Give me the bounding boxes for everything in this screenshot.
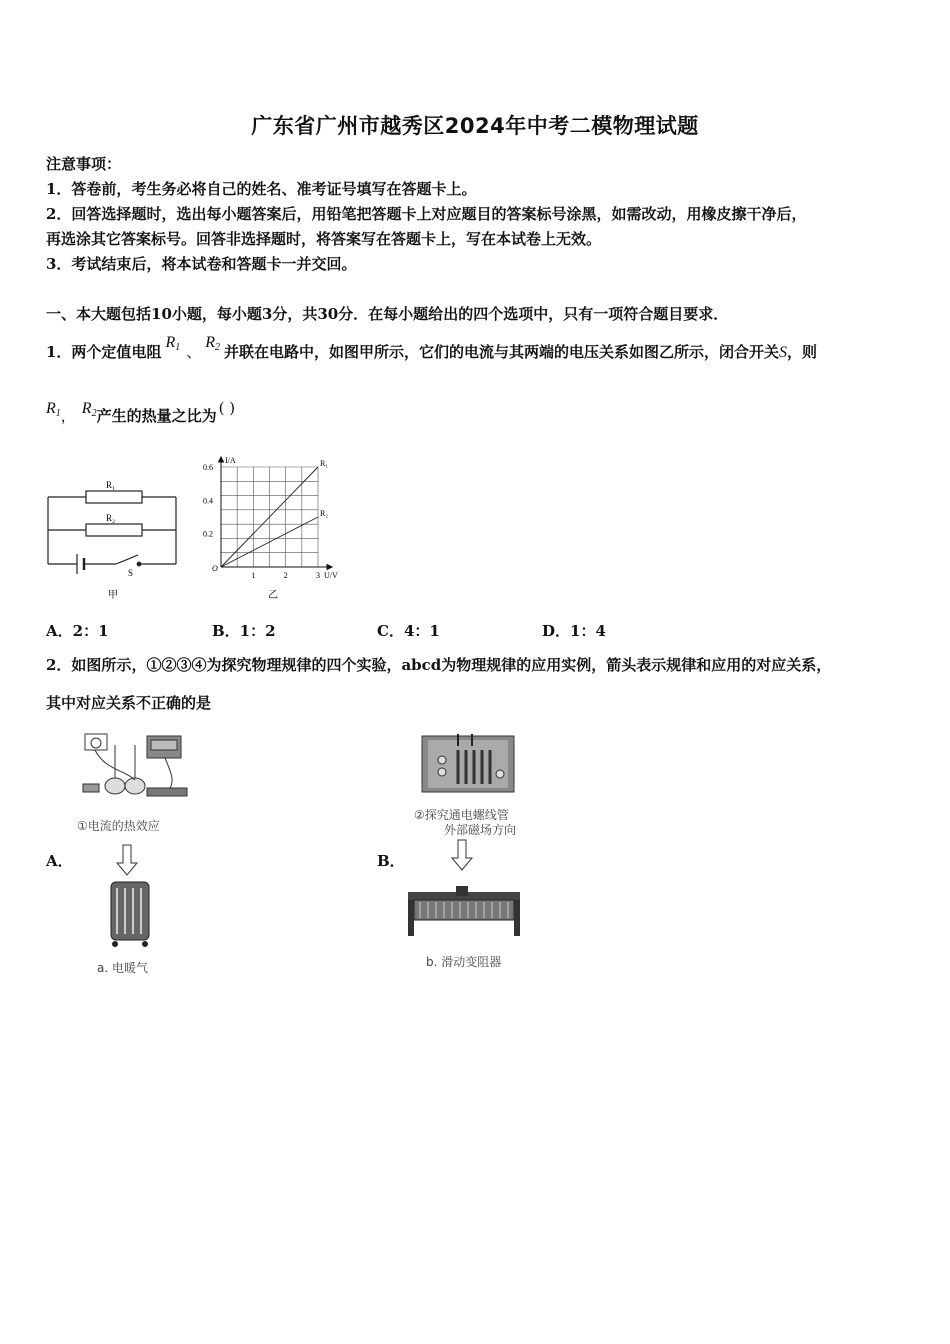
y-tick-label: 0.4 — [203, 496, 213, 506]
graph-caption: 乙 — [268, 590, 278, 601]
r1-symbol: $R_1$ — [46, 400, 61, 419]
x-tick-label: 1 — [251, 571, 256, 580]
option-c[interactable]: C．4：1 — [377, 622, 440, 640]
y-tick-label: 0.6 — [203, 463, 213, 472]
x-axis-arrow-icon — [327, 565, 332, 570]
origin-label: O — [212, 564, 218, 573]
x-axis-label: U/V — [324, 571, 338, 580]
question-2-line-1: 2．如图所示，①②③④为探究物理规律的四个实验，abcd为物理规律的应用实例，箭头表示规律和应用的对应关系， — [46, 656, 832, 674]
question-1-line-1 — [46, 334, 818, 363]
question-2-line-2: 其中对应关系不正确的是 — [46, 694, 212, 712]
notice-item: 3．考试结束后，将本试卷和答题卡一并交回。 — [46, 255, 357, 273]
section-heading: 一、本大题包括10小题，每小题3分，共30分．在每小题给出的四个选项中，只有一项符合题目要求． — [46, 305, 729, 323]
rheostat-icon — [147, 788, 187, 796]
option-d[interactable]: D．1：4 — [542, 622, 606, 640]
r2-symbol: $R_2$ — [81, 400, 97, 419]
q2-option-a-figure — [75, 730, 195, 980]
page-title: 广东省广州市越秀区2024年中考二模物理试题 — [251, 114, 699, 138]
experiment-2-caption-line-1: ②探究通电螺线管 — [414, 808, 509, 822]
notice-heading: 注意事项： — [46, 155, 122, 173]
x-tick-label: 3 — [316, 571, 320, 580]
down-arrow-icon — [452, 840, 472, 870]
experiment-1-caption: ①电流的热效应 — [77, 819, 160, 833]
circuit-caption: 甲 — [108, 590, 118, 601]
solenoid-icon — [422, 734, 514, 792]
notice-item: 2．回答选择题时，选出每小题答案后，用铅笔把答题卡上对应题目的答案标号涂黑，如需改动，用橡皮擦干净后， — [46, 205, 807, 223]
down-arrow-icon — [117, 845, 137, 875]
q1-separator: 、 — [186, 343, 202, 361]
r1-label: R₁ — [106, 480, 116, 490]
application-b-caption: b. 滑动变阻器 — [426, 955, 502, 969]
q2-option-b-label[interactable]: B． — [377, 852, 405, 870]
application-a-caption: a. 电暖气 — [97, 961, 148, 975]
electric-heater-icon — [111, 882, 149, 947]
switch-symbol: S — [779, 344, 788, 361]
iu-graph — [198, 452, 358, 607]
series-label-1: R₁ — [320, 459, 329, 468]
experiment-2-caption-line-2: 外部磁场方向 — [444, 823, 517, 837]
question-1-line-2 — [46, 399, 236, 427]
q1-line2-text: 产生的热量之比为 — [96, 407, 217, 425]
q2-option-b-figure — [400, 730, 540, 980]
option-b[interactable]: B．1：2 — [212, 622, 276, 640]
notice-item: 再选涂其它答案标号。回答非选择题时，将答案写在答题卡上，写在本试卷上无效。 — [46, 230, 602, 248]
flask-icon — [105, 778, 125, 794]
r2-symbol: $R_2$ — [205, 334, 221, 353]
y-tick-label: 0.2 — [203, 529, 213, 539]
option-a[interactable]: A．2：1 — [46, 622, 109, 640]
resistor-r1 — [86, 491, 142, 503]
series-label-2: R₂ — [320, 509, 329, 518]
r2-label: R₂ — [106, 513, 116, 523]
answer-bracket: ( ) — [218, 399, 236, 417]
x-tick-label: 2 — [283, 571, 288, 580]
q1-middle: 并联在电路中，如图甲所示，它们的电流与其两端的电压关系如图乙所示，闭合开关 — [224, 343, 780, 361]
notice-item: 1．答卷前，考生务必将自己的姓名、准考证号填写在答题卡上。 — [46, 180, 477, 198]
y-axis-arrow-icon — [219, 457, 224, 462]
q2-option-a-label[interactable]: A． — [46, 852, 73, 870]
y-axis-label: I/A — [225, 456, 236, 465]
flask-icon — [125, 778, 145, 794]
switch-icon — [83, 784, 99, 792]
comma: ， — [60, 407, 76, 425]
q1-prefix: 1．两个定值电阻 — [46, 343, 162, 361]
rheostat-icon — [408, 886, 520, 936]
switch-blade — [116, 555, 138, 564]
resistor-r2 — [86, 524, 142, 536]
switch-label: S — [128, 568, 134, 578]
circuit-diagram — [40, 470, 190, 610]
r1-symbol: $R_1$ — [165, 334, 181, 353]
q1-suffix: ，则 — [787, 343, 818, 361]
